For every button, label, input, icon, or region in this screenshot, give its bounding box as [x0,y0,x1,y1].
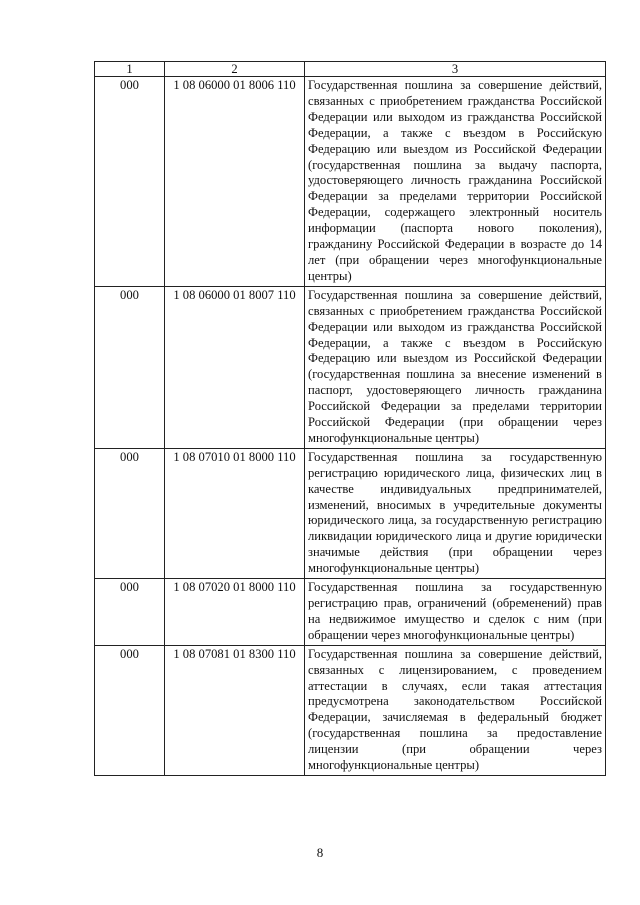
admin-code-cell: 000 [95,645,165,775]
description-cell: Государственная пошлина за государственную регистрацию юридического лица, физических лиц в качестве индивидуальных предпринимателей, изменений, вносимых в учредительные документы юридического лица, за государственную регистрацию ликвидации юридического лица и другие юридически значимые действия (при обращении через многофункциональные центры) [305,448,606,578]
description-cell: Государственная пошлина за совершение действий, связанных с лицензированием, с проведением аттестации в случаях, если такая аттестация предусмотрена законодательством Российской Федерации, зачисляемая в федеральный бюджет (государственная пошлина за предоставление лицензии (при обращении через многофункциональные центры) [305,645,606,775]
header-row [95,62,606,77]
table-row [95,579,606,646]
table-row [95,448,606,578]
budget-code-cell: 1 08 06000 01 8007 110 [165,286,305,448]
budget-code-cell: 1 08 06000 01 8006 110 [165,77,305,287]
admin-code-cell: 000 [95,77,165,287]
budget-code-cell: 1 08 07081 01 8300 110 [165,645,305,775]
table-row [95,77,606,287]
budget-code-cell: 1 08 07020 01 8000 110 [165,579,305,646]
description-cell: Государственная пошлина за совершение действий, связанных с приобретением гражданства Российской Федерации или выходом из гражданства Российской Федерации, а также с въездом в Российскую Федерацию или выездом из Российской Федерации (государственная пошлина за выдачу паспорта, удостоверяющего личность гражданина Российской Федерации за пределами территории Российской Федерации, содержащего электронный носитель информации (паспорта нового поколения), гражданину Российской Федерации в возрасте до 14 лет (при обращении через многофункциональные центры) [305,77,606,287]
table-row [95,645,606,775]
description-cell: Государственная пошлина за государственную регистрацию прав, ограничений (обременений) прав на недвижимое имущество и сделок с ним (при обращении через многофункциональные центры) [305,579,606,646]
admin-code-cell: 000 [95,579,165,646]
admin-code-cell: 000 [95,448,165,578]
admin-code-cell: 000 [95,286,165,448]
column-header-2: 2 [165,62,305,77]
description-cell: Государственная пошлина за совершение действий, связанных с приобретением гражданства Российской Федерации или выходом из гражданства Российской Федерации, а также с въездом в Российскую Федерацию или выездом из Российской Федерации (государственная пошлина за внесение изменений в паспорт, удостоверяющего личность гражданина Российской Федерации за пределами территории Российской Федерации (при обращении через многофункциональные центры) [305,286,606,448]
column-header-1: 1 [95,62,165,77]
column-header-3: 3 [305,62,606,77]
page-number: 8 [316,845,324,860]
table-row [95,286,606,448]
fee-table [94,61,606,776]
budget-code-cell: 1 08 07010 01 8000 110 [165,448,305,578]
